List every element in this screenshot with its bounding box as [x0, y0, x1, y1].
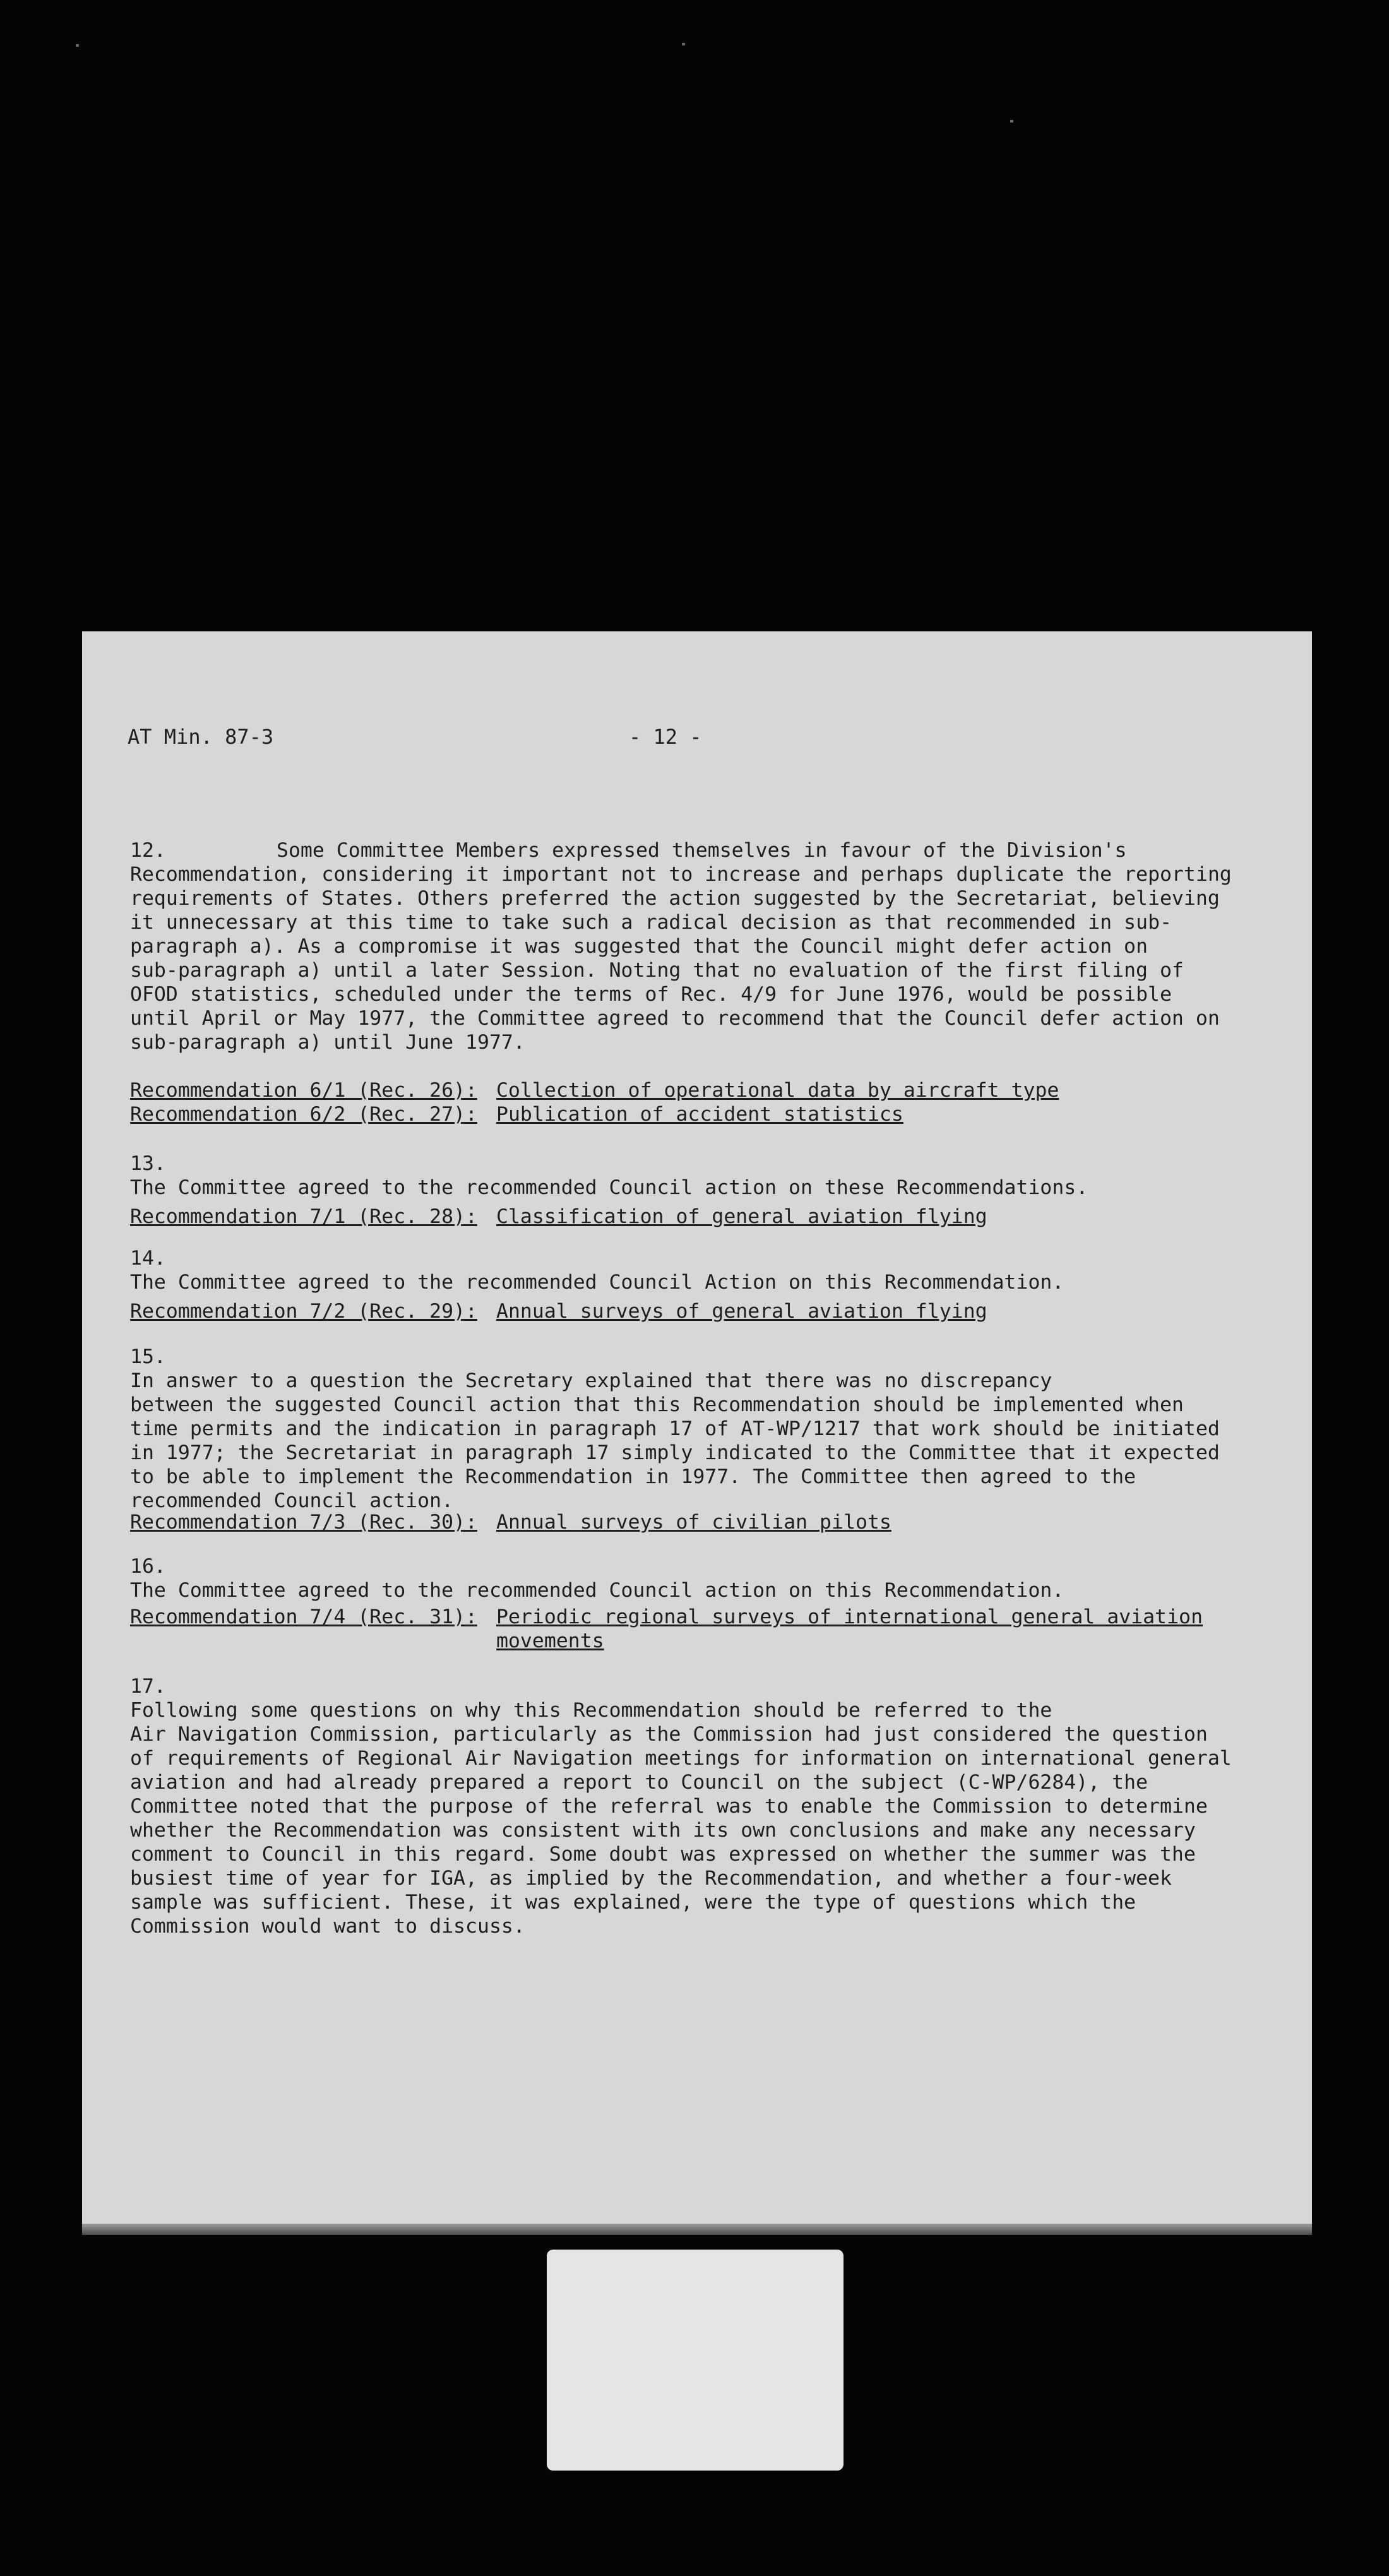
paragraph-line-text: The Committee agreed to the recommended Council action on these Recommendations.: [130, 1176, 1088, 1199]
film-speck: [682, 43, 685, 45]
paragraph-number: 15.: [130, 1345, 166, 1368]
recommendation-7-2: [130, 1299, 987, 1323]
paragraph-line: busiest time of year for IGA, as implied by the Recommendation, and whether a four-week: [130, 1867, 1172, 1890]
paragraph-number: 17.: [130, 1675, 166, 1698]
paragraph-number: 12.: [130, 839, 166, 862]
paragraph-line: [130, 1246, 1304, 1294]
paragraph-line-text: Following some questions on why this Recommendation should be referred to the: [130, 1699, 1052, 1722]
paragraph-line-text: In answer to a question the Secretary explained that there was no discrepancy: [130, 1369, 1052, 1392]
paragraph-line: sub-paragraph a) until June 1977.: [130, 1031, 525, 1054]
paragraph-line: recommended Council action.: [130, 1489, 454, 1512]
paragraph-line: [130, 838, 1304, 862]
recommendation-label: Recommendation 7/2 (Rec. 29):: [130, 1300, 477, 1323]
recommendation-label: Recommendation 6/1 (Rec. 26):: [130, 1079, 477, 1102]
recommendation-title: Collection of operational data by aircraft type: [496, 1079, 1059, 1102]
paragraph-line: comment to Council in this regard. Some doubt was expressed on whether the summer was the: [130, 1843, 1196, 1866]
recommendation-label: Recommendation 7/4 (Rec. 31):: [130, 1606, 477, 1628]
film-speck: [76, 44, 79, 47]
recommendation-label: Recommendation 7/1 (Rec. 28):: [130, 1205, 477, 1228]
paragraph-line: it unnecessary at this time to take such a radical decision as that recommended in sub-: [130, 911, 1172, 934]
paragraph-line: sample was sufficient. These, it was explained, were the type of questions which the: [130, 1891, 1136, 1914]
paragraph-line: in 1977; the Secretariat in paragraph 17 simply indicated to the Committee that it expected: [130, 1441, 1220, 1464]
recommendation-title: Publication of accident statistics: [496, 1103, 903, 1126]
paragraph-number: 13.: [130, 1152, 166, 1175]
paragraph-line: Commission would want to discuss.: [130, 1915, 525, 1938]
paragraph-line: requirements of States. Others preferred the action suggested by the Secretariat, believing: [130, 887, 1220, 910]
paragraph-line: Air Navigation Commission, particularly as the Commission had just considered the question: [130, 1723, 1208, 1746]
page-bottom-edge: [82, 2224, 1312, 2235]
paragraph-line: OFOD statistics, scheduled under the terms of Rec. 4/9 for June 1976, would be possible: [130, 983, 1172, 1006]
paragraph-line: [130, 1674, 1304, 1722]
paragraph-15: [130, 1345, 1304, 1513]
paragraph-line: [130, 1152, 1304, 1200]
paragraph-16: [130, 1554, 1304, 1602]
document-reference: AT Min. 87-3: [128, 725, 274, 749]
paragraph-line: Committee noted that the purpose of the referral was to enable the Commission to determine: [130, 1795, 1208, 1818]
recommendation-title: Annual surveys of general aviation flying: [496, 1300, 987, 1323]
paragraph-line: whether the Recommendation was consistent with its own conclusions and make any necessary: [130, 1819, 1196, 1842]
paragraph-13: [130, 1152, 1304, 1200]
paragraph-number: 14.: [130, 1247, 166, 1270]
paragraph-line: of requirements of Regional Air Navigation meetings for information on international general: [130, 1747, 1232, 1770]
recommendation-label: Recommendation 6/2 (Rec. 27):: [130, 1103, 477, 1126]
paragraph-line-text: Some Committee Members expressed themselves in favour of the Division's: [277, 839, 1127, 862]
paragraph-line: aviation and had already prepared a report to Council on the subject (C-WP/6284), the: [130, 1771, 1148, 1794]
recommendation-title: Classification of general aviation flying: [496, 1205, 987, 1228]
film-speck: [1010, 120, 1013, 122]
blank-card: [547, 2250, 844, 2471]
paragraph-line: between the suggested Council action that this Recommendation should be implemented when: [130, 1393, 1184, 1416]
recommendation-title: Annual surveys of civilian pilots: [496, 1511, 891, 1534]
recommendation-7-1: [130, 1205, 987, 1229]
paragraph-line: sub-paragraph a) until a later Session. Noting that no evaluation of the first filing of: [130, 959, 1184, 982]
recommendation-title: Periodic regional surveys of international general aviation movements: [496, 1606, 1203, 1652]
page-number: - 12 -: [629, 725, 702, 749]
paragraph-12: [130, 838, 1304, 1054]
paragraph-line: time permits and the indication in paragraph 17 of AT-WP/1217 that work should be initiated: [130, 1417, 1220, 1440]
paragraph-17: [130, 1674, 1304, 1938]
paragraph-line: to be able to implement the Recommendation in 1977. The Committee then agreed to the: [130, 1465, 1136, 1488]
paragraph-line: [130, 1345, 1304, 1393]
paragraph-line: [130, 1554, 1304, 1602]
paragraph-line: until April or May 1977, the Committee agreed to recommend that the Council defer action on: [130, 1007, 1220, 1030]
recommendation-6-2: [130, 1102, 903, 1126]
recommendation-6-1: [130, 1078, 1059, 1102]
paragraph-line: paragraph a). As a compromise it was suggested that the Council might defer action on: [130, 935, 1148, 958]
recommendation-7-3: [130, 1510, 891, 1534]
recommendation-label: Recommendation 7/3 (Rec. 30):: [130, 1511, 477, 1534]
document-page: [82, 631, 1312, 2235]
paragraph-14: [130, 1246, 1304, 1294]
paragraph-line: Recommendation, considering it important not to increase and perhaps duplicate the reporting: [130, 863, 1232, 886]
paragraph-line-text: The Committee agreed to the recommended Council action on this Recommendation.: [130, 1579, 1064, 1602]
paragraph-number: 16.: [130, 1555, 166, 1578]
paragraph-line-text: The Committee agreed to the recommended Council Action on this Recommendation.: [130, 1271, 1064, 1294]
